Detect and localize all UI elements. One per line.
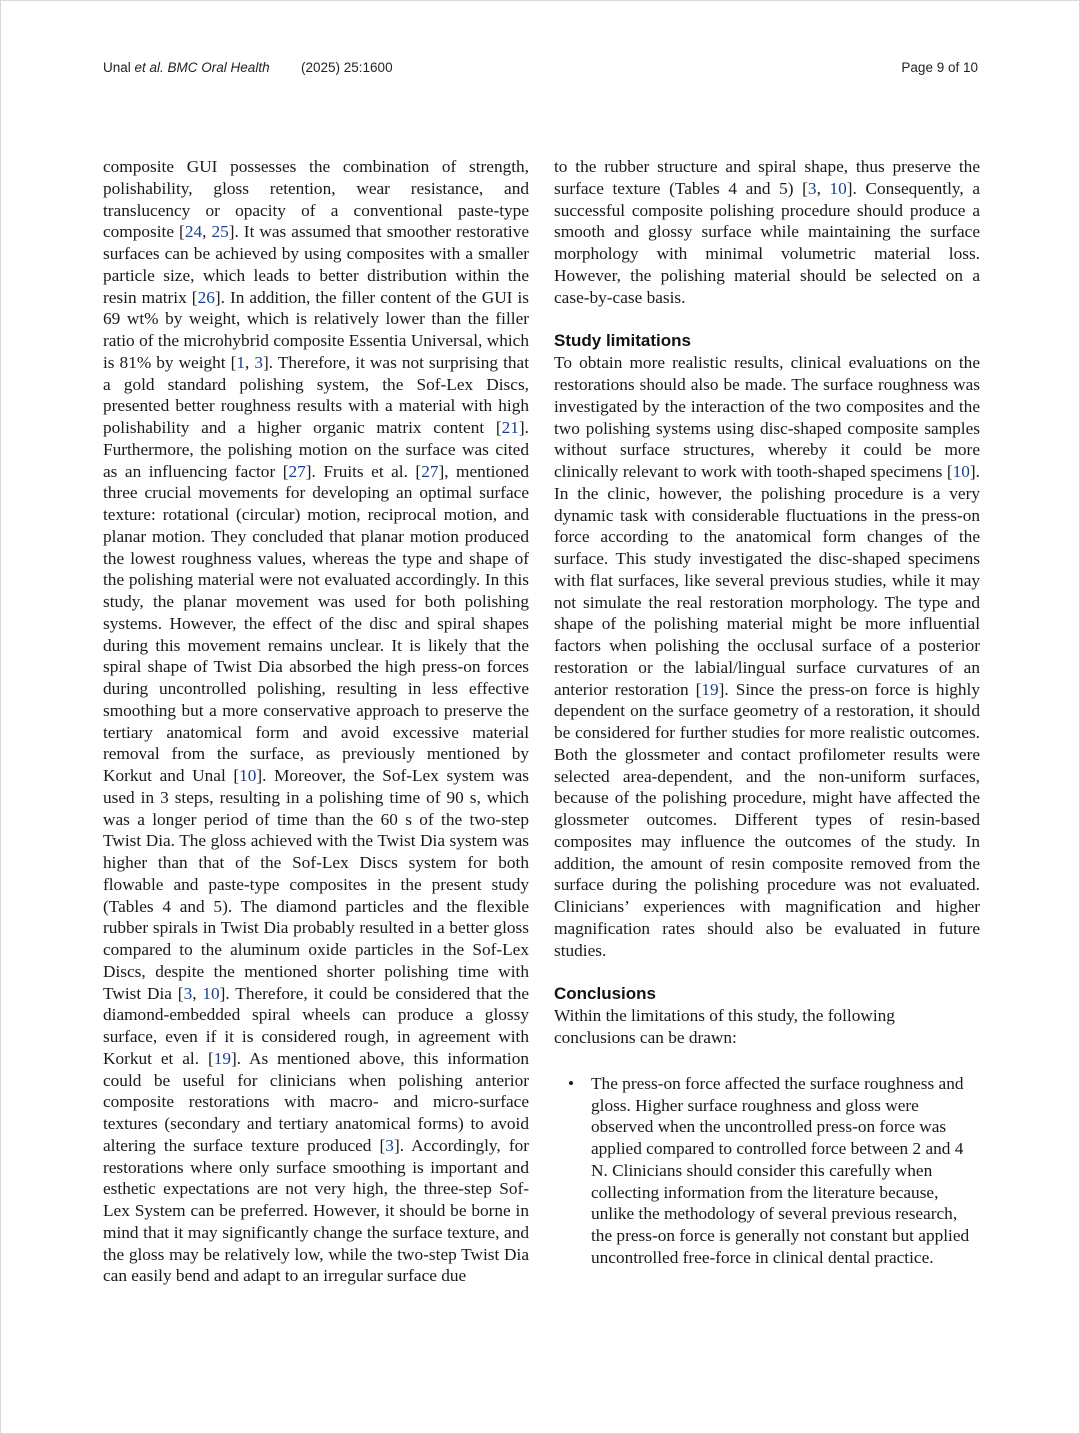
limitations-paragraph: To obtain more realistic results, clinical evaluations on the restorations should also be made. The surface roughness was investigated by the interaction of the two composites and the two polishing systems using disc-shaped composite samples without surface structures, whereby it could be more clinically relevant to work with tooth-shaped specimens [10]. In the clinic, however, the polishing procedure is a very dynamic task with considerable fluctuations in the press-on force according to the anatomical form changes of the surface. This study investigated the disc-shaped specimens with flat surfaces, like several previous studies, while it may not simulate the real restoration morphology. The type and shape of the polishing material might be more influential factors when polishing the occlusal surface of a posterior restoration or the labial/lingual surface curvatures of an anterior restoration [19]. Since the press-on force is highly dependent on the surface geometry of a restoration, it should be considered for further studies for more realistic outcomes. Both the glossmeter and contact profilometer results were selected area-dependent, and the non-uniform surfaces, because of the polishing procedure, might have affected the glossmeter outcomes. Different types of resin-based composites may influence the outcomes of the study. In addition, the amount of resin composite removed from the surface during the polishing procedure was not evaluated. Clinicians’ experiences with magnification and higher magnification rates should also be evaluated in future studies. xyxy=(554,353,980,960)
page-number: Page 9 of 10 xyxy=(901,60,978,75)
body-paragraph-continuation: to the rubber structure and spiral shape, thus preserve the surface texture (Tables 4 and 5) [3, 10]. Consequently, a successful composite polishing procedure should produce a smooth and glossy surface while maintaining the surface morphology with minimal volumetric material loss. However, the polishing material should be selected on a case-by-case basis. xyxy=(554,157,980,307)
citation-link[interactable]: 27 xyxy=(421,461,439,481)
citation-link[interactable]: 25 xyxy=(211,222,229,242)
citation-link[interactable]: 27 xyxy=(288,461,306,481)
citation-link[interactable]: 10 xyxy=(202,983,220,1003)
conclusions-list xyxy=(554,1073,980,1269)
citation-link[interactable]: 10 xyxy=(239,766,257,785)
citation-link[interactable]: 10 xyxy=(952,462,970,481)
citation-authors: Unal et al. BMC Oral Health xyxy=(103,60,270,75)
citation-link[interactable]: 1 xyxy=(236,352,246,372)
citation-link[interactable]: 21 xyxy=(501,418,519,437)
citation-year-volume: (2025) 25:1600 xyxy=(301,60,393,75)
citation-link[interactable]: 26 xyxy=(197,287,215,307)
section-heading-conclusions: Conclusions xyxy=(554,984,657,1004)
conclusions-intro: Within the limitations of this study, the following conclusions can be drawn: xyxy=(554,1006,895,1047)
conclusion-item: • The press-on force affected the surface roughness and gloss. Higher surface roughness and gloss were observed when the uncontrolled press-on force was applied compared to controlled force between 2 and 4 N. Clinicians should consider this carefully when collecting information from the literature because, unlike the methodology of several previous research, the press-on force is generally not constant but applied uncontrolled free-force in clinical dental practice. xyxy=(554,1073,980,1269)
citation-link[interactable]: 3 xyxy=(807,178,817,198)
citation-link[interactable]: 3 xyxy=(254,352,264,372)
body-paragraph: composite GUI possesses the combination of strength, polishability, gloss retention, wear resistance, and translucency or opacity of a conventional paste-type composite [24, 25]. It was assumed that smoother restorative surfaces can be achieved by using composites with a smaller particle size, which leads to better distribution within the resin matrix [26]. In addition, the filler content of the GUI is 69 wt% by weight, which is relatively lower than the filler ratio of the microhybrid composite Essentia Universal, which is 81% by weight [1, 3]. Therefore, it was not surprising that a gold standard polishing system, the Sof-Lex Discs, presented better roughness results with a material with high polishability and a higher organic matrix content [21]. Furthermore, the polishing motion on the surface was cited as an influencing factor [27]. Fruits et al. [27], mentioned three crucial movements for developing an optimal surface texture: rotational (circular) motion, reciprocal motion, and planar motion. They concluded that planar motion produced the lowest roughness values, whereas the type and shape of the polishing material were not evaluated accordingly. In this study, the planar movement was used for both polishing systems. However, the effect of the disc and spiral shapes during this movement remains unclear. It is likely that the spiral shape of Twist Dia absorbed the high press-on forces during uncontrolled polishing, resulting in less effective smoothing but a more conservative approach to preserve the tertiary anatomical form and avoid excessive material removal from the surface, as previously mentioned by Korkut and Unal [10]. Moreover, the Sof-Lex system was used in 3 steps, resulting in a polishing time of 90 s, which was a longer period of time than the 60 s of the two-step Twist Dia. The gloss achieved with the Twist Dia system was higher than that of the Sof-Lex Discs system for both flowable and paste-type composites in the present study (Tables 4 and 5). The diamond particles and the flexible rubber spirals in Twist Dia probably resulted in a better gloss compared to the aluminum oxide particles in the Sof-Lex Discs, despite the mentioned shorter polishing time with Twist Dia [3, 10]. Therefore, it could be considered that the diamond-embedded spiral wheels can produce a glossy surface, even if it is considered rough, in agreement with Korkut et al. [19]. As mentioned above, this information could be useful for clinicians when polishing anterior composite restorations with macro- and micro-surface textures (secondary and tertiary anatomical forms) to avoid altering the surface texture produced [3]. Accordingly, for restorations where only surface smoothing is important and esthetic expectations are not very high, the three-step Sof-Lex System can be preferred. However, it should be borne in mind that it may significantly change the surface texture, and the gloss may be relatively low, while the two-step Twist Dia can easily bend and adapt to an irregular surface due xyxy=(103,157,530,1286)
citation-link[interactable]: 3 xyxy=(183,983,193,1003)
citation-link[interactable]: 3 xyxy=(385,1135,394,1155)
section-heading-limitations: Study limitations xyxy=(554,331,691,351)
running-header xyxy=(103,60,978,80)
right-column xyxy=(554,156,980,1269)
citation-link[interactable]: 24 xyxy=(184,222,203,242)
citation-link[interactable]: 10 xyxy=(829,178,847,198)
citation-link[interactable]: 19 xyxy=(213,1048,232,1068)
journal-name: BMC Oral Health xyxy=(163,60,270,75)
et-al: et al. xyxy=(134,60,164,75)
left-column xyxy=(103,156,529,1287)
citation-link[interactable]: 19 xyxy=(701,679,719,699)
